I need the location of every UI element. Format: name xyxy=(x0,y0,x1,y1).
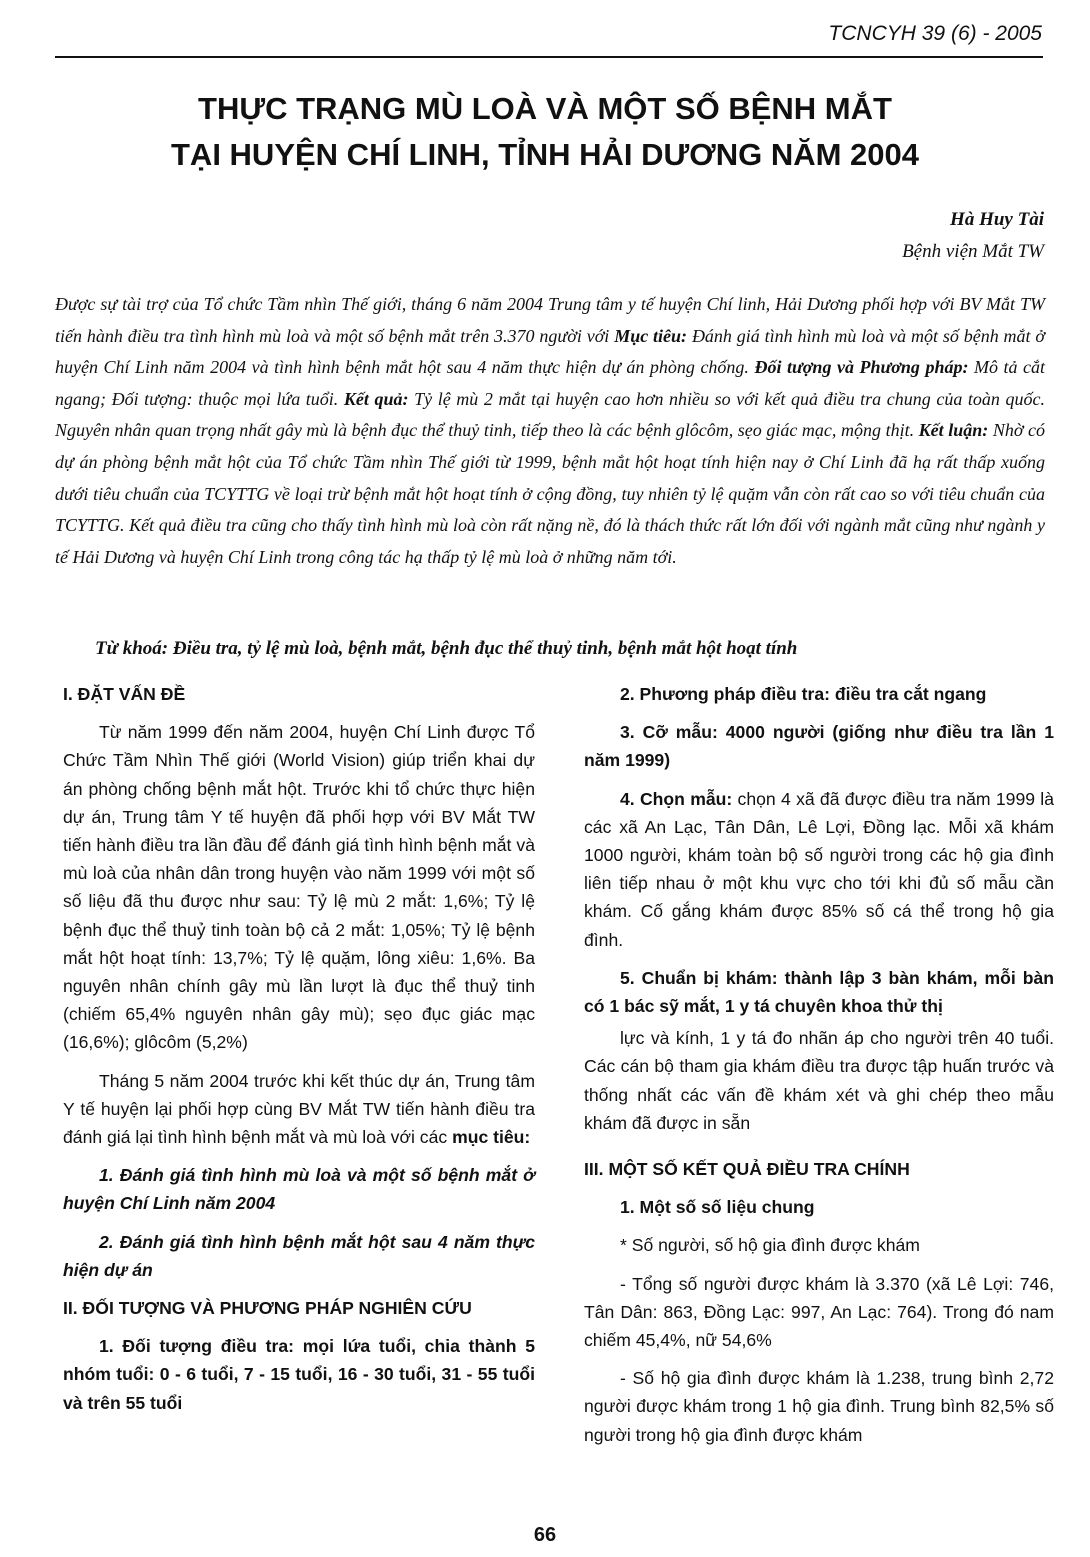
households-bullet: * Số người, số hộ gia đình được khám xyxy=(620,1235,920,1256)
sample-size: 3. Cỡ mẫu: 4000 người (giống như điều tra lần 1 năm 1999) xyxy=(584,722,1054,771)
author-name: Hà Huy Tài xyxy=(950,209,1044,230)
journal-reference: TCNCYH 39 (6) - 2005 xyxy=(828,22,1042,45)
title-line-2: TẠI HUYỆN CHÍ LINH, TỈNH HẢI DƯƠNG NĂM 2004 xyxy=(171,137,919,172)
exam-preparation-heading: 5. Chuẩn bị khám: thành lập 3 bàn khám, mỗi bàn có 1 bác sỹ mắt, 1 y tá chuyên khoa thử thị xyxy=(584,967,1054,1017)
study-subjects: 1. Đối tượng điều tra: mọi lứa tuổi, chia thành 5 nhóm tuổi: 0 - 6 tuổi, 7 - 15 tuổi, 16 - 30 tuổi, 31 - 55 tuổi và trên 55 tuổi xyxy=(63,1336,535,1413)
keywords: Từ khoá: Điều tra, tỷ lệ mù loà, bệnh mắt, bệnh đục thể thuỷ tinh, bệnh mắt hột hoạt tính xyxy=(95,638,798,659)
objective-2: 2. Đánh giá tình hình bệnh mắt hột sau 4 năm thực hiện dự án xyxy=(63,1231,535,1280)
abstract-methods-label: Đối tượng và Phương pháp: xyxy=(754,357,969,378)
header-rule xyxy=(55,56,1043,58)
abstract-intro: Được sự tài trợ của Tổ chức Tầm nhìn Thế giới, tháng 6 năm 2004 Trung tâm y tế huyện Chí linh, Hải Dương phối hợp với BV Mắt TW tiến hành điều tra tình hình mù loà và một số bệnh mắt trên 3.370 người với xyxy=(55,294,1045,346)
sampling xyxy=(584,785,1054,954)
right-column xyxy=(584,680,1054,1459)
sampling-text: chọn 4 xã đã được điều tra năm 1999 là các xã An Lạc, Tân Dân, Lê Lợi, Đồng lạc. Mỗi xã khám 1000 người, khám toàn bộ số người trong các hộ gia đình liên tiếp nhau ở một khu vực cho tới khi đủ số mẫu cần khám. Cố gắng khám được 85% số cá thể trong hộ gia đình. xyxy=(584,788,1054,950)
left-column xyxy=(63,680,535,1427)
general-data-heading: 1. Một số số liệu chung xyxy=(620,1197,815,1218)
sampling-label: 4. Chọn mẫu: xyxy=(620,788,733,809)
paragraph-2-objectives-label: mục tiêu: xyxy=(452,1127,531,1148)
abstract xyxy=(55,289,1045,573)
page-number: 66 xyxy=(533,1524,557,1546)
section-heading-methods: II. ĐỐI TƯỢNG VÀ PHƯƠNG PHÁP NGHIÊN CỨU xyxy=(63,1298,472,1319)
survey-method: 2. Phương pháp điều tra: điều tra cắt ngang xyxy=(620,684,987,704)
article-title xyxy=(0,86,1090,178)
abstract-results-label: Kết quả: xyxy=(343,388,409,409)
abstract-conclusion-text: Nhờ có dự án phòng bệnh mắt hột của Tổ chức Tầm nhìn Thế giới từ 1999, bệnh mắt hột hoạt tính hiện nay ở Chí Linh đã hạ rất thấp xuống dưới tiêu chuẩn của TCYTTG về loại trừ bệnh mắt hột hoạt tính ở cộng đồng, tuy nhiên tỷ lệ quặm vẫn còn rất cao so với tiêu chuẩn của TCYTTG. Kết quả điều tra cũng cho thấy tình hình mù loà còn rất nặng nề, đó là thách thức rất lớn đối với ngành mắt cũng như ngành y tế Hải Dương và huyện Chí Linh trong công tác hạ thấp tỷ lệ mù loà ở những năm tới. xyxy=(55,420,1046,567)
abstract-conclusion-label: Kết luận: xyxy=(918,420,989,441)
abstract-methods-text: Mô tả cắt ngang; Đối tượng: thuộc mọi lứa tuổi. xyxy=(55,357,1046,409)
abstract-results-text: Tỷ lệ mù 2 mắt tại huyện cao hơn nhiều so với kết quả điều tra chung của toàn quốc. Nguyên nhân quan trọng nhất gây mù là bệnh đục thể thuỷ tinh, tiếp theo là các bệnh glôcôm, sẹo giác mạc, mộng thịt. xyxy=(55,388,1046,441)
paragraph-2-text: Tháng 5 năm 2004 trước khi kết thúc dự án, Trung tâm Y tế huyện lại phối hợp cùng BV Mắt TW tiến hành điều tra đánh giá lại tình hình bệnh mắt và mù loà với các xyxy=(63,1070,535,1148)
introduction-paragraph-2 xyxy=(63,1067,535,1152)
exam-preparation-text: lực và kính, 1 y tá đo nhãn áp cho người trên 40 tuổi. Các cán bộ tham gia khám điều tra được tập huấn trước và thống nhất các vấn đề khám xét và ghi chép theo mẫu khám đã được in sẵn xyxy=(584,1028,1054,1133)
author-block xyxy=(902,204,1044,268)
objective-1: 1. Đánh giá tình hình mù loà và một số bệnh mắt ở huyện Chí Linh năm 2004 xyxy=(63,1165,535,1214)
results-item-households: - Số hộ gia đình được khám là 1.238, trung bình 2,72 người được khám trong 1 hộ gia đình. Trung bình 82,5% số người trong hộ gia đình được khám xyxy=(584,1368,1054,1445)
title-line-1: THỰC TRẠNG MÙ LOÀ VÀ MỘT SỐ BỆNH MẮT xyxy=(198,91,892,126)
section-heading-results: III. MỘT SỐ KẾT QUẢ ĐIỀU TRA CHÍNH xyxy=(584,1159,910,1180)
abstract-objective-label: Mục tiêu: xyxy=(614,325,688,346)
abstract-objective-text: Đánh giá tình hình mù loà và một số bệnh mắt ở huyện Chí Linh năm 2004 và tình hình bệnh mắt hột sau 4 năm thực hiện dự án phòng chống. xyxy=(55,325,1046,378)
author-affiliation: Bệnh viện Mắt TW xyxy=(902,241,1044,262)
results-item-people: - Tổng số người được khám là 3.370 (xã Lê Lợi: 746, Tân Dân: 863, Đồng Lạc: 997, An Lạc: 764). Trong đó nam chiếm 45,4%, nữ 54,6% xyxy=(584,1273,1054,1351)
section-heading-introduction: I. ĐẶT VẤN ĐỀ xyxy=(63,684,186,704)
introduction-paragraph-1: Từ năm 1999 đến năm 2004, huyện Chí Linh được Tổ Chức Tầm Nhìn Thế giới (World Vision) giúp triển khai dự án phòng chống bệnh mắt hột. Trước khi tổ chức thực hiện dự án, Trung tâm Y tế huyện đã phối hợp với BV Mắt TW tiến hành điều tra lần đầu để đánh giá tình hình bệnh mắt và mù loà của nhân dân trong huyện vào năm 1999 với một số số liệu đã thu được như sau: Tỷ lệ mù 2 mắt: 1,6%; Tỷ lệ bệnh đục thể thuỷ tinh toàn bộ cả 2 mắt: 1,05%; Tỷ lệ bệnh mắt hột hoạt tính: 13,7%; Tỷ lệ quặm, lông xiêu: 1,6%. Ba nguyên nhân chính gây mù lần lượt là đục thể thuỷ tinh (chiếm 65,4% nguyên nhân gây mù); sẹo đục giác mạc (16,6%); glôcôm (5,2%) xyxy=(63,722,535,1053)
